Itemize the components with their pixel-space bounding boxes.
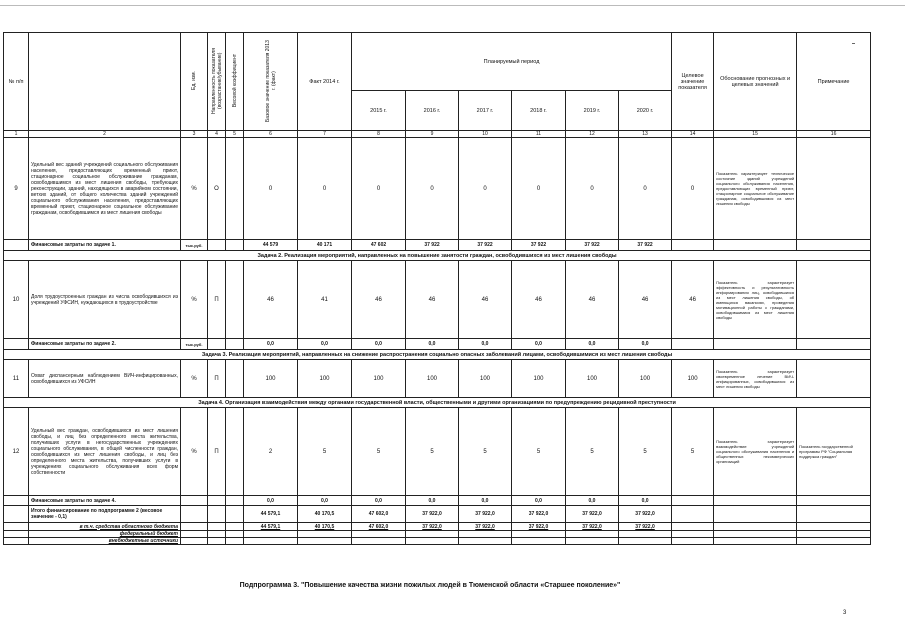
note: Показатель государственной программы РФ "Социальная поддержка граждан" bbox=[797, 408, 871, 496]
weight bbox=[226, 138, 244, 240]
column-numbers-row bbox=[4, 131, 871, 138]
weight bbox=[226, 261, 244, 339]
finance-value: 0,0 bbox=[244, 496, 298, 506]
note bbox=[797, 138, 871, 240]
indicator-name: Доля трудоустроенных граждан из числа освободившихся из учреждений УФСИН, нуждающихся в трудоустройстве bbox=[29, 261, 181, 339]
value-2019: 5 bbox=[566, 408, 619, 496]
value-2020: 100 bbox=[619, 360, 672, 398]
direction: П bbox=[208, 261, 226, 339]
header-fact-2014: Факт 2014 г. bbox=[298, 33, 352, 131]
col-num: 8 bbox=[352, 131, 406, 138]
direction: П bbox=[208, 360, 226, 398]
header-year: 2015 г. bbox=[352, 91, 406, 131]
scan-edge bbox=[0, 5, 905, 6]
finance-value: 0,0 bbox=[459, 496, 512, 506]
header-year: 2019 г. bbox=[566, 91, 619, 131]
regional-value: 37 922,0 bbox=[406, 523, 459, 531]
task-heading: Задача 4. Организация взаимодействия между органами государственной власти, общественными и другими организациями по предупреждению рецидивной преступности bbox=[4, 398, 871, 408]
value-2015: 100 bbox=[352, 360, 406, 398]
regional-value: 47 602,0 bbox=[352, 523, 406, 531]
row-number: 9 bbox=[4, 138, 29, 240]
finance-value: 0,0 bbox=[298, 339, 352, 350]
finance-value: 37 922 bbox=[566, 240, 619, 251]
subprogram-3-title: Подпрограмма 3. "Повышение качества жизни пожилых людей в Тюменской области «Старшее поколение»" bbox=[239, 582, 621, 589]
justification: Показатель характеризует техническое состояние зданий учреждений социального обслуживания населения, предоставляющих временный приют, стационарное социальное обслуживание гражданам, освободившимся из мест лишения свободы bbox=[714, 138, 797, 240]
regional-budget-row bbox=[4, 523, 871, 531]
total-value: 37 922,0 bbox=[512, 506, 566, 523]
value-2017: 100 bbox=[459, 360, 512, 398]
header-planned-period: Планируемый период bbox=[352, 33, 672, 91]
value-target: 5 bbox=[672, 408, 714, 496]
header-year: 2016 г. bbox=[406, 91, 459, 131]
finance-value: 40 171 bbox=[298, 240, 352, 251]
indicator-row-10 bbox=[4, 261, 871, 339]
header-weight: Весовой коэффициент bbox=[226, 33, 244, 131]
col-num: 13 bbox=[619, 131, 672, 138]
col-num: 6 bbox=[244, 131, 298, 138]
justification: Показатель характеризует взаимодействие учреждений социального обслуживания населения и общественных некоммерческих организаций bbox=[714, 408, 797, 496]
col-num: 9 bbox=[406, 131, 459, 138]
regional-value: 37 922,0 bbox=[459, 523, 512, 531]
finance-value: 0,0 bbox=[352, 339, 406, 350]
finance-value: 0,0 bbox=[459, 339, 512, 350]
unit: % bbox=[181, 261, 208, 339]
total-value: 37 922,0 bbox=[406, 506, 459, 523]
value-2015: 5 bbox=[352, 408, 406, 496]
finance-value: 37 922 bbox=[406, 240, 459, 251]
value-2016: 0 bbox=[406, 138, 459, 240]
indicator-name: Удельный вес граждан, освободившихся из мест лишения свободы, и лиц без определенного места жительства, получивших услуги в негосударственных учреждениях социального обслуживания, в общей численности граждан, освободившихся из мест лишения свободы, и лиц без определенного места жительства, получивших услуги в учреждениях социального обслуживания всех форм собственности bbox=[29, 408, 181, 496]
finance-value: 0,0 bbox=[406, 339, 459, 350]
finance-row-4 bbox=[4, 496, 871, 506]
value-base: 100 bbox=[244, 360, 298, 398]
finance-value: 37 922 bbox=[459, 240, 512, 251]
value-base: 2 bbox=[244, 408, 298, 496]
value-2015: 46 bbox=[352, 261, 406, 339]
value-2018: 0 bbox=[512, 138, 566, 240]
value-2018: 100 bbox=[512, 360, 566, 398]
total-label: Итого финансирование по подпрограмме 2 (весовое значение - 0,1) bbox=[29, 506, 181, 523]
indicator-row-11 bbox=[4, 360, 871, 398]
offbudget-label: внебюджетные источники bbox=[29, 538, 181, 545]
indicators-table bbox=[3, 32, 871, 545]
direction: О bbox=[208, 138, 226, 240]
finance-label: Финансовые затраты по задаче 1. bbox=[29, 240, 181, 251]
finance-value: 37 922 bbox=[512, 240, 566, 251]
header-year: 2018 г. bbox=[512, 91, 566, 131]
col-num: 10 bbox=[459, 131, 512, 138]
justification: Показатель характеризует своевременное лечение ВИЧ-инфицированных, освободившихся из мест лишения свободы bbox=[714, 360, 797, 398]
total-value: 40 170,5 bbox=[298, 506, 352, 523]
total-row bbox=[4, 506, 871, 523]
finance-value: 0,0 bbox=[619, 339, 672, 350]
value-2014: 41 bbox=[298, 261, 352, 339]
finance-row-2 bbox=[4, 339, 871, 350]
finance-unit: тыс.руб. bbox=[181, 240, 208, 251]
header-note: Примечание bbox=[797, 33, 871, 131]
finance-value: 0,0 bbox=[352, 496, 406, 506]
regional-budget-label: в т.ч. средства областного бюджета bbox=[29, 523, 181, 531]
task-3-row bbox=[4, 350, 871, 360]
col-num: 4 bbox=[208, 131, 226, 138]
finance-value: 0,0 bbox=[566, 496, 619, 506]
finance-unit: тыс.руб. bbox=[181, 339, 208, 350]
total-value: 47 602,0 bbox=[352, 506, 406, 523]
col-num: 1 bbox=[4, 131, 29, 138]
header-unit: Ед. изм. bbox=[181, 33, 208, 131]
value-base: 46 bbox=[244, 261, 298, 339]
header-year: 2020 г. bbox=[619, 91, 672, 131]
regional-value: 37 922,0 bbox=[512, 523, 566, 531]
regional-value: 44 579,1 bbox=[244, 523, 298, 531]
value-2017: 0 bbox=[459, 138, 512, 240]
value-2016: 100 bbox=[406, 360, 459, 398]
finance-value: 47 602 bbox=[352, 240, 406, 251]
indicator-name: Охват диспансерным наблюдением ВИЧ-инфицированных, освободившихся из УФСИН bbox=[29, 360, 181, 398]
total-value: 37 922,0 bbox=[566, 506, 619, 523]
header-num: № п/п bbox=[4, 33, 29, 131]
value-2017: 5 bbox=[459, 408, 512, 496]
unit: % bbox=[181, 408, 208, 496]
header-year: 2017 г. bbox=[459, 91, 512, 131]
col-num: 5 bbox=[226, 131, 244, 138]
task-2-row bbox=[4, 251, 871, 261]
col-num: 15 bbox=[714, 131, 797, 138]
total-value: 37 922,0 bbox=[619, 506, 672, 523]
value-2017: 46 bbox=[459, 261, 512, 339]
finance-label: Финансовые затраты по задаче 4. bbox=[29, 496, 181, 506]
finance-value: 0,0 bbox=[406, 496, 459, 506]
indicator-row-12 bbox=[4, 408, 871, 496]
regional-value: 37 922,0 bbox=[566, 523, 619, 531]
federal-budget-row bbox=[4, 531, 871, 538]
value-2016: 5 bbox=[406, 408, 459, 496]
value-target: 0 bbox=[672, 138, 714, 240]
finance-value: 0,0 bbox=[619, 496, 672, 506]
col-num: 14 bbox=[672, 131, 714, 138]
header-direction: Направленность показателя (возрастание/убывание) bbox=[208, 33, 226, 131]
col-num: 2 bbox=[29, 131, 181, 138]
value-2019: 46 bbox=[566, 261, 619, 339]
direction: П bbox=[208, 408, 226, 496]
row-number: 11 bbox=[4, 360, 29, 398]
weight bbox=[226, 360, 244, 398]
finance-value: 44 579 bbox=[244, 240, 298, 251]
value-2018: 46 bbox=[512, 261, 566, 339]
value-2019: 0 bbox=[566, 138, 619, 240]
value-base: 0 bbox=[244, 138, 298, 240]
row-number: 10 bbox=[4, 261, 29, 339]
value-2020: 46 bbox=[619, 261, 672, 339]
col-num: 16 bbox=[797, 131, 871, 138]
value-target: 46 bbox=[672, 261, 714, 339]
value-2014: 5 bbox=[298, 408, 352, 496]
value-2014: 0 bbox=[298, 138, 352, 240]
col-num: 12 bbox=[566, 131, 619, 138]
unit: % bbox=[181, 360, 208, 398]
col-num: 3 bbox=[181, 131, 208, 138]
value-2020: 0 bbox=[619, 138, 672, 240]
finance-value: 0,0 bbox=[244, 339, 298, 350]
value-2015: 0 bbox=[352, 138, 406, 240]
finance-value: 0,0 bbox=[566, 339, 619, 350]
value-2018: 5 bbox=[512, 408, 566, 496]
finance-row-1 bbox=[4, 240, 871, 251]
task-heading: Задача 3. Реализация мероприятий, направленных на снижение распространения социально опасных заболеваний лицами, освободившимися из мест лишения свободы bbox=[4, 350, 871, 360]
value-2020: 5 bbox=[619, 408, 672, 496]
row-number: 12 bbox=[4, 408, 29, 496]
total-value: 37 922,0 bbox=[459, 506, 512, 523]
indicator-row-9 bbox=[4, 138, 871, 240]
page-number: 3 bbox=[843, 610, 847, 616]
unit: % bbox=[181, 138, 208, 240]
note bbox=[797, 360, 871, 398]
col-num: 7 bbox=[298, 131, 352, 138]
task-heading: Задача 2. Реализация мероприятий, направленных на повышение занятости граждан, освободившихся из мест лишения свободы bbox=[4, 251, 871, 261]
offbudget-row bbox=[4, 538, 871, 545]
header-name bbox=[29, 33, 181, 131]
justification: Показатель характеризует эффективность и результативность информирования лиц, освободившихся из мест лишения свободы, об имеющихся вакансиях, проведения мотивационной работы с гражданами, освободившимися из мест лишения свободы bbox=[714, 261, 797, 339]
value-2016: 46 bbox=[406, 261, 459, 339]
header-justification: Обоснование прогнозных и целевых значений bbox=[714, 33, 797, 131]
task-4-row bbox=[4, 398, 871, 408]
note bbox=[797, 261, 871, 339]
header-base: Базовое значение показателя 2013 г. (факт) bbox=[244, 33, 298, 131]
finance-label: Финансовые затраты по задаче 2. bbox=[29, 339, 181, 350]
header-row bbox=[4, 33, 871, 91]
regional-value: 40 170,5 bbox=[298, 523, 352, 531]
finance-value: 0,0 bbox=[512, 339, 566, 350]
scan-mark bbox=[852, 43, 855, 44]
value-2019: 100 bbox=[566, 360, 619, 398]
header-target: Целевое значение показателя bbox=[672, 33, 714, 131]
regional-value: 37 922,0 bbox=[619, 523, 672, 531]
value-2014: 100 bbox=[298, 360, 352, 398]
finance-value: 0,0 bbox=[298, 496, 352, 506]
total-value: 44 579,1 bbox=[244, 506, 298, 523]
finance-value: 0,0 bbox=[512, 496, 566, 506]
weight bbox=[226, 408, 244, 496]
finance-value: 37 922 bbox=[619, 240, 672, 251]
col-num: 11 bbox=[512, 131, 566, 138]
value-target: 100 bbox=[672, 360, 714, 398]
indicator-name: Удельный вес зданий учреждений социального обслуживания населения, предоставляющих временный приют, стационарное социальное обслуживание гражданам, освободившимся из мест лишения свободы, требующих реконструкции, зданий, находящихся в аварийном состоянии, ветхих зданий, от общего количества зданий учреждений социального обслуживания населения, предоставляющих временный приют, стационарное социальное обслуживание гражданам, освободившимся из мест лишения свободы bbox=[29, 138, 181, 240]
federal-budget-label: федеральный бюджет bbox=[29, 531, 181, 538]
